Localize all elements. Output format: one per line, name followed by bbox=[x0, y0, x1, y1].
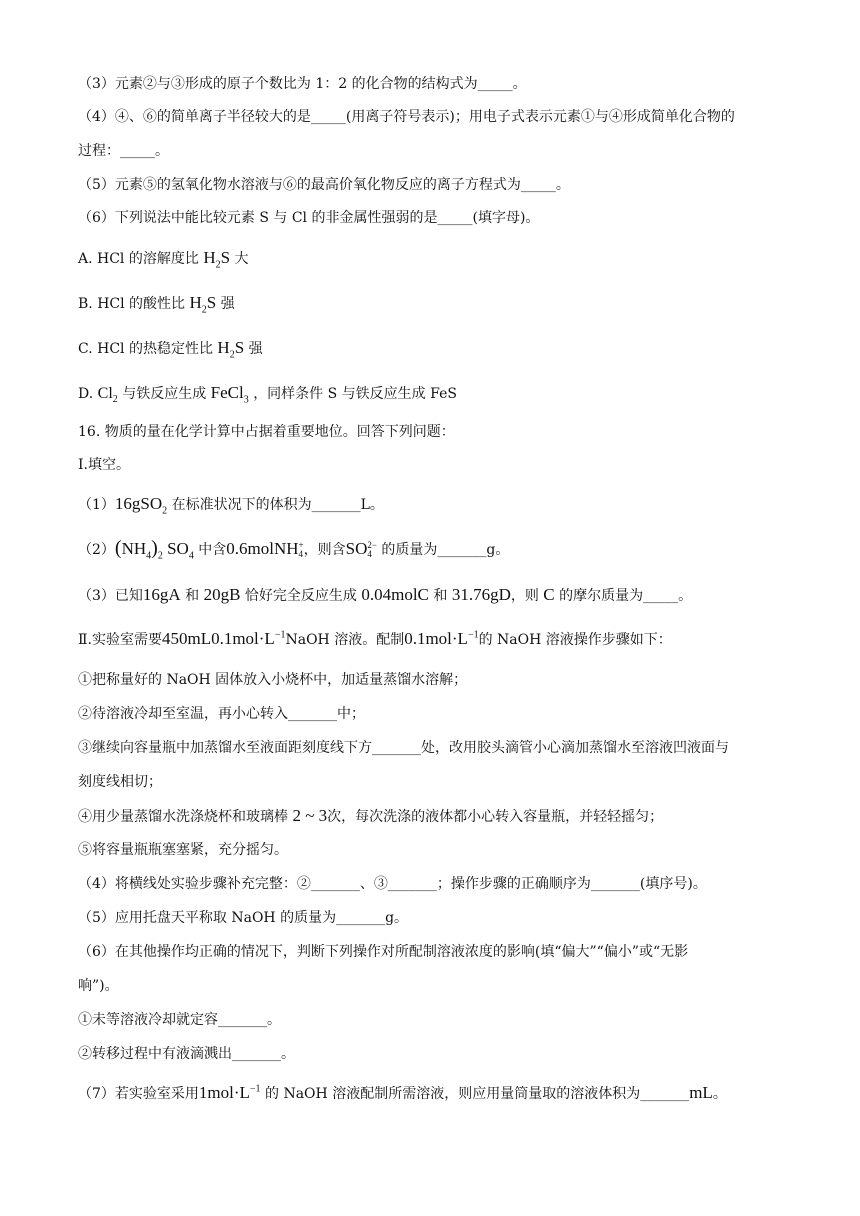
q15-part5: （5）元素⑤的氢氧化物水溶液与⑥的最高价氧化物反应的离子方程式为_____。 bbox=[78, 177, 570, 193]
step-4-text1: ④用少量蒸馏水洗涤烧杯和玻璃棒 bbox=[78, 809, 288, 825]
option-c bbox=[78, 338, 263, 359]
q15-part4-line2: 过程：_____。 bbox=[78, 143, 169, 159]
option-a bbox=[78, 248, 249, 269]
step-4-count: 2 ~ 3 bbox=[292, 806, 328, 825]
q16-part3-text1: （3）已知 bbox=[78, 588, 143, 604]
q16-part3-text3: ，则 bbox=[510, 588, 539, 604]
option-b-text: B. HCl 的酸性比 bbox=[78, 296, 186, 312]
option-a-text: A. HCl 的溶解度比 bbox=[78, 251, 199, 267]
formula-nh4-ion: NH + 4 bbox=[273, 539, 304, 560]
q16-part1-label: （1） bbox=[78, 497, 115, 513]
option-c-tail: 强 bbox=[248, 341, 263, 357]
q16-part3-text4: 的摩尔质量为_____。 bbox=[559, 588, 693, 604]
q16-part4: （4）将横线处实验步骤补充完整：②_______、③_______；操作步骤的正确顺序为_______(填序号)。 bbox=[78, 876, 707, 892]
q16-part5: （5）应用托盘天平称取 NaOH 的质量为_______g。 bbox=[78, 910, 409, 926]
q16-part7-text1: （7）若实验室采用 bbox=[78, 1086, 199, 1102]
option-c-text: C. HCl 的热稳定性比 bbox=[78, 341, 213, 357]
formula-h2s: $H_2S$ bbox=[217, 338, 245, 361]
part-ii-text2: NaOH 溶液。配制 bbox=[285, 632, 405, 648]
step-1: ①把称量好的 NaOH 固体放入小烧杯中，加适量蒸馏水溶解； bbox=[78, 672, 468, 688]
effect-2: ②转移过程中有液滴溅出_______。 bbox=[78, 1046, 295, 1062]
q15-part4-line1: （4）④、⑥的简单离子半径较大的是_____(用离子符号表示)；用电子式表示元素①与④形成简单化合物的 bbox=[78, 109, 735, 125]
option-d bbox=[78, 383, 457, 404]
formula-h2s: $H_2S$ bbox=[189, 293, 217, 316]
option-b bbox=[78, 293, 235, 314]
option-d-text2: ，同样条件 S 与铁反应生成 FeS bbox=[253, 386, 457, 402]
q15-part6: （6）下列说法中能比较元素 S 与 Cl 的非金属性强弱的是_____(填字母)。 bbox=[78, 210, 540, 226]
q16-part1-mass: 16g bbox=[114, 494, 141, 513]
step-4-text2: 次，每次洗涤的液体都小心转入容量瓶，并轻轻摇匀； bbox=[327, 809, 664, 825]
formula-cl2: $Cl_2$ bbox=[97, 385, 118, 406]
formula-nh4-2so4: $(NH_4)_2$ $SO_4$ bbox=[114, 537, 194, 562]
q16-part2-text2: ，则含 bbox=[303, 542, 346, 558]
q16-part7-text2: 的 NaOH 溶液配制所需溶液，则应用量筒量取的溶液体积为_______ bbox=[265, 1086, 690, 1102]
step-3-line1: ③继续向容量瓶中加蒸馏水至液面距刻度线下方_______处，改用胶头滴管小心滴加蒸馏水至溶液凹液面与 bbox=[78, 740, 729, 756]
part-ii-text3: 的 NaOH 溶液操作步骤如下： bbox=[478, 632, 672, 648]
q16-part3-and: 和 bbox=[185, 588, 200, 604]
q16-header: 16. 物质的量在化学计算中占据着重要地位。回答下列问题： bbox=[78, 424, 455, 440]
stock-conc: $1mol\cdot L^{-1}$ bbox=[198, 1083, 261, 1102]
q16-part3-and2: 和 bbox=[433, 588, 448, 604]
mass-a: 16gA bbox=[142, 585, 181, 604]
stock-conc-value: 1mol·L bbox=[198, 1083, 250, 1102]
q16-part2-text3: 的质量为_______g。 bbox=[381, 542, 510, 558]
formula-so4-ion: SO 2− 4 bbox=[345, 539, 377, 560]
step-2: ②待溶液冷却至室温，再小心转入_______中； bbox=[78, 706, 365, 722]
unit-ml: mL bbox=[689, 1083, 713, 1102]
q16-part7 bbox=[78, 1083, 727, 1104]
q16-part1-text: 在标准状况下的体积为_______L。 bbox=[171, 497, 384, 513]
formula-fecl3: FeCl$_3$ bbox=[210, 383, 249, 406]
target-conc-value: 0.1mol·L bbox=[404, 629, 468, 648]
species-c: C bbox=[543, 585, 555, 604]
volume-conc: $450mL0.1mol\cdot L^{-1}$ bbox=[161, 629, 286, 648]
option-d-label: D. bbox=[78, 386, 94, 402]
step-4 bbox=[78, 806, 663, 827]
option-a-tail: 大 bbox=[234, 251, 249, 267]
q16-part-ii bbox=[78, 629, 672, 650]
volume-conc-value: 450mL0.1mol·L bbox=[161, 629, 275, 648]
step-5: ⑤将容量瓶瓶塞塞紧，充分摇匀。 bbox=[78, 842, 288, 858]
q16-part-i: I.填空。 bbox=[78, 457, 130, 473]
option-b-tail: 强 bbox=[220, 296, 235, 312]
q16-part2 bbox=[78, 538, 509, 560]
q16-part3 bbox=[78, 585, 692, 606]
q16-part1 bbox=[78, 494, 384, 515]
target-conc: $0.1mol\cdot L^{-1}$ bbox=[404, 629, 479, 648]
mass-b: 20gB bbox=[203, 585, 241, 604]
q16-part3-text2: 恰好完全反应生成 bbox=[244, 588, 357, 604]
q16-part7-end: 。 bbox=[712, 1086, 727, 1102]
amount-c: 0.04molC bbox=[361, 585, 429, 604]
effect-1: ①未等溶液冷却就定容_______。 bbox=[78, 1012, 281, 1028]
q16-part6-line2: 响”)。 bbox=[78, 978, 119, 994]
part-ii-text1: Ⅱ.实验室需要 bbox=[78, 632, 162, 648]
step-3-line2: 刻度线相切； bbox=[78, 774, 162, 790]
option-d-text1: 与铁反应生成 bbox=[122, 386, 207, 402]
q16-part6-line1: （6）在其他操作均正确的情况下，判断下列操作对所配制溶液浓度的影响(填“偏大”“偏小”或“无影 bbox=[78, 944, 689, 960]
formula-h2s: $H_2S$ bbox=[203, 248, 231, 271]
q16-part2-amount: 0.6mol bbox=[226, 539, 274, 558]
q15-part3: （3）元素②与③形成的原子个数比为 1：2 的化合物的结构式为_____。 bbox=[78, 76, 527, 92]
q16-part2-text1: 中含 bbox=[198, 542, 227, 558]
mass-d: 31.76gD bbox=[451, 585, 511, 604]
formula-so2: $SO_2$ bbox=[140, 494, 168, 517]
q16-part2-label: （2） bbox=[78, 542, 115, 558]
